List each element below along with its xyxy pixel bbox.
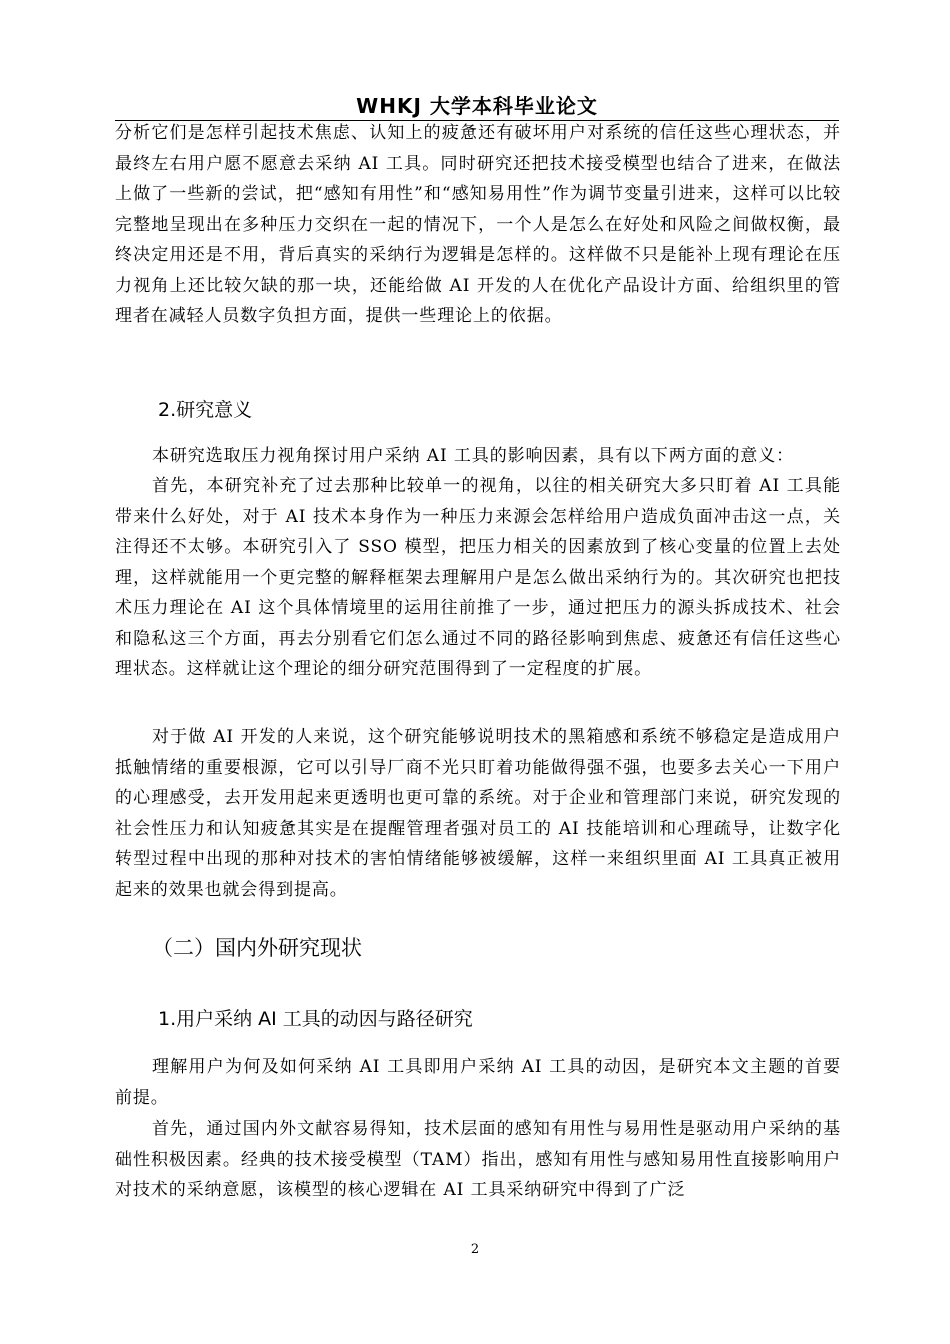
page-number: 2 <box>470 1242 480 1257</box>
running-header: WHKJ 大学本科毕业论文 <box>356 94 598 118</box>
heading-adoption-motives: 1.用户采纳 AI 工具的动因与路径研究 <box>158 1008 473 1030</box>
paragraph-significance-practice: 对于做 AI 开发的人来说，这个研究能够说明技术的黑箱感和系统不够稳定是造成用户抵触情绪的重要根源，它可以引导厂商不光只盯着功能做得强不强，也要多去关心一下用户的心理感受，去开发用起来更透明也更可靠的系统。对于企业和管理部门来说，研究发现的社会性压力和认知疲惫其实是在提醒管理者强对员工的 AI 技能培训和心理疏导，让数字化转型过程中出现的那种对技术的害怕情绪能够被缓解，这样一来组织里面 AI 工具真正被用起来的效果也就会得到提高。 <box>115 727 841 900</box>
paragraph-intro-continued: 分析它们是怎样引起技术焦虑、认知上的疲惫还有破坏用户对系统的信任这些心理状态，并最终左右用户愿不愿意去采纳 AI 工具。同时研究还把技术接受模型也结合了进来，在做法上做了一些新的尝试，把“感知有用性”和“感知易用性”作为调节变量引进来，这样可以比较完整地呈现出在多种压力交织在一起的情况下，一个人是怎么在好处和风险之间做权衡，最终决定用还是不用，背后真实的采纳行为逻辑是怎样的。这样做不只是能补上现有理论在压力视角上还比较欠缺的那一块，还能给做 AI 开发的人在优化产品设计方面、给组织里的管理者在减轻人员数字负担方面，提供一些理论上的依据。 <box>115 123 841 326</box>
paragraph-significance-theory: 首先，本研究补充了过去那种比较单一的视角，以往的相关研究大多只盯着 AI 工具能带来什么好处，对于 AI 技术本身作为一种压力来源会怎样给用户造成负面冲击这一点，关注得还不太够。本研究引入了 SSO 模型，把压力相关的因素放到了核心变量的位置上去处理，这样就能用一个更完整的解释框架去理解用户是怎么做出采纳行为的。其次研究也把技术压力理论在 AI 这个具体情境里的运用往前推了一步，通过把压力的源头拆成技术、社会和隐私这三个方面，再去分别看它们怎么通过不同的路径影响到焦虑、疲惫还有信任这些心理状态。这样就让这个理论的细分研究范围得到了一定程度的扩展。 <box>115 476 841 679</box>
paragraph-motives-intro: 理解用户为何及如何采纳 AI 工具即用户采纳 AI 工具的动因，是研究本文主题的首要前提。 <box>115 1057 841 1108</box>
paragraph-significance-intro: 本研究选取压力视角探讨用户采纳 AI 工具的影响因素，具有以下两方面的意义： <box>152 446 794 466</box>
heading-research-status: （二）国内外研究现状 <box>152 936 362 960</box>
heading-research-significance: 2.研究意义 <box>158 399 253 421</box>
paragraph-motives-first: 首先，通过国内外文献容易得知，技术层面的感知有用性与易用性是驱动用户采纳的基础性积极因素。经典的技术接受模型（TAM）指出，感知有用性与感知易用性直接影响用户对技术的采纳意愿，该模型的核心逻辑在 AI 工具采纳研究中得到了广泛 <box>115 1119 841 1200</box>
